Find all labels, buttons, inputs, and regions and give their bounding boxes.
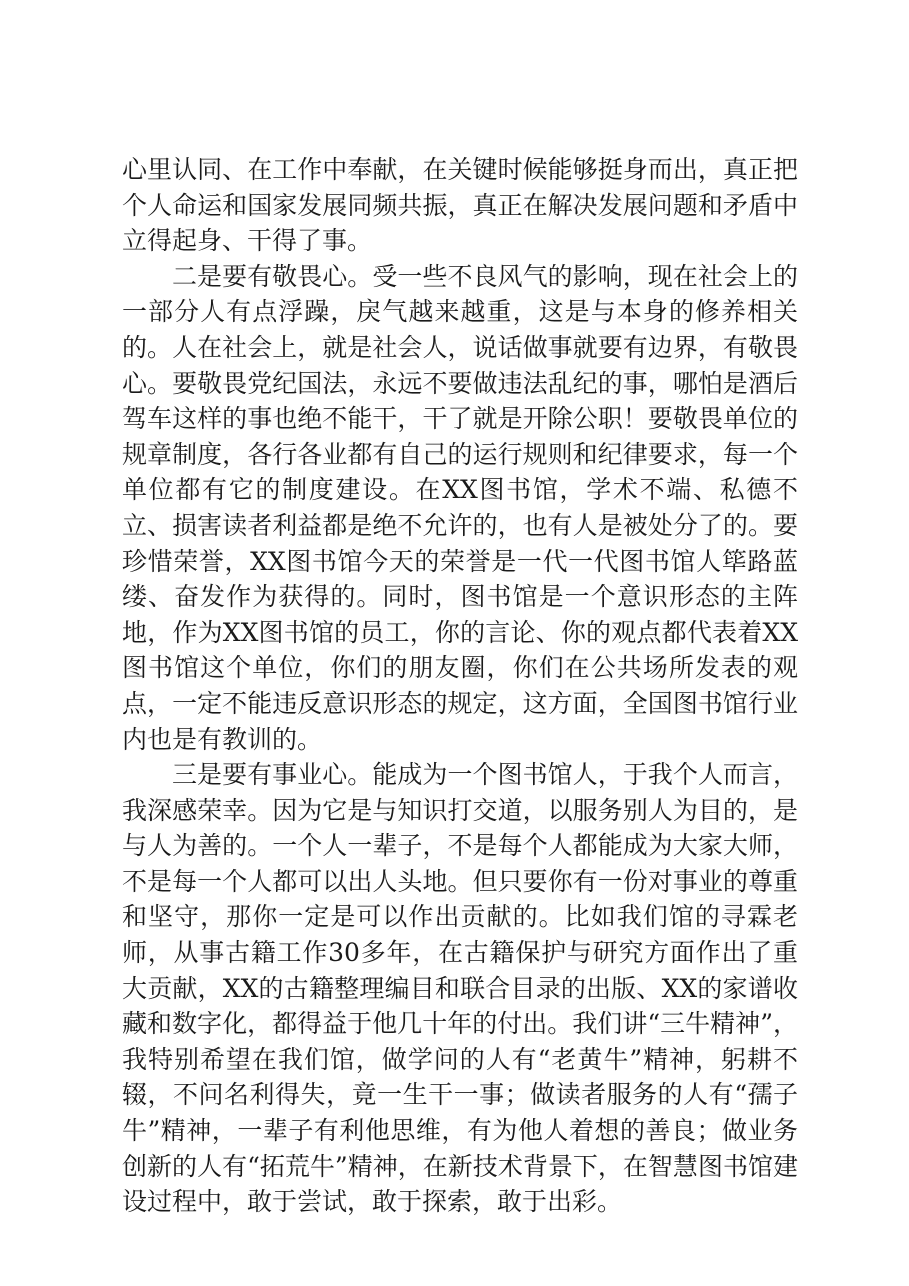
- document-body: [122, 152, 798, 1220]
- paragraph-reverence: 二是要有敬畏心。受一些不良风气的影响，现在社会上的一部分人有点浮躁，戾气越来越重，这是与本身的修养相关的。人在社会上，就是社会人，说话做事就要有边界，有敬畏心。要敬畏党纪国法，永远不要做违法乱纪的事，哪怕是酒后驾车这样的事也绝不能干，干了就是开除公职！要敬畏单位的规章制度，各行各业都有自己的运行规则和纪律要求，每一个单位都有它的制度建设。在XX图书馆，学术不端、私德不立、损害读者利益都是绝不允许的，也有人是被处分了的。要珍惜荣誉，XX图书馆今天的荣誉是一代一代图书馆人筚路蓝缕、奋发作为获得的。同时，图书馆是一个意识形态的主阵地，作为XX图书馆的员工，你的言论、你的观点都代表着XX图书馆这个单位，你们的朋友圈，你们在公共场所发表的观点，一定不能违反意识形态的规定，这方面，全国图书馆行业内也是有教训的。: [122, 261, 798, 754]
- paragraph-continuation: 心里认同、在工作中奉献，在关键时候能够挺身而出，真正把个人命运和国家发展同频共振，真正在解决发展问题和矛盾中立得起身、干得了事。: [122, 155, 798, 256]
- paragraph-dedication: 三是要有事业心。能成为一个图书馆人，于我个人而言，我深感荣幸。因为它是与知识打交道，以服务别人为目的，是与人为善的。一个人一辈子，不是每个人都能成为大家大师，不是每一个人都可以出人头地。但只要你有一份对事业的尊重和坚守，那你一定是可以作出贡献的。比如我们馆的寻霖老师，从事古籍工作30多年，在古籍保护与研究方面作出了重大贡献，XX的古籍整理编目和联合目录的出版、XX的家谱收藏和数字化，都得益于他几十年的付出。我们讲“三牛精神”，我特别希望在我们馆，做学问的人有“老黄牛”精神，躬耕不辍，不问名利得失，竟一生干一事；做读者服务的人有“孺子牛”精神，一辈子有利他思维，有为他人着想的善良；做业务创新的人有“拓荒牛”精神，在新技术背景下，在智慧图书馆建设过程中，敢于尝试，敢于探索，敢于出彩。: [122, 760, 798, 1217]
